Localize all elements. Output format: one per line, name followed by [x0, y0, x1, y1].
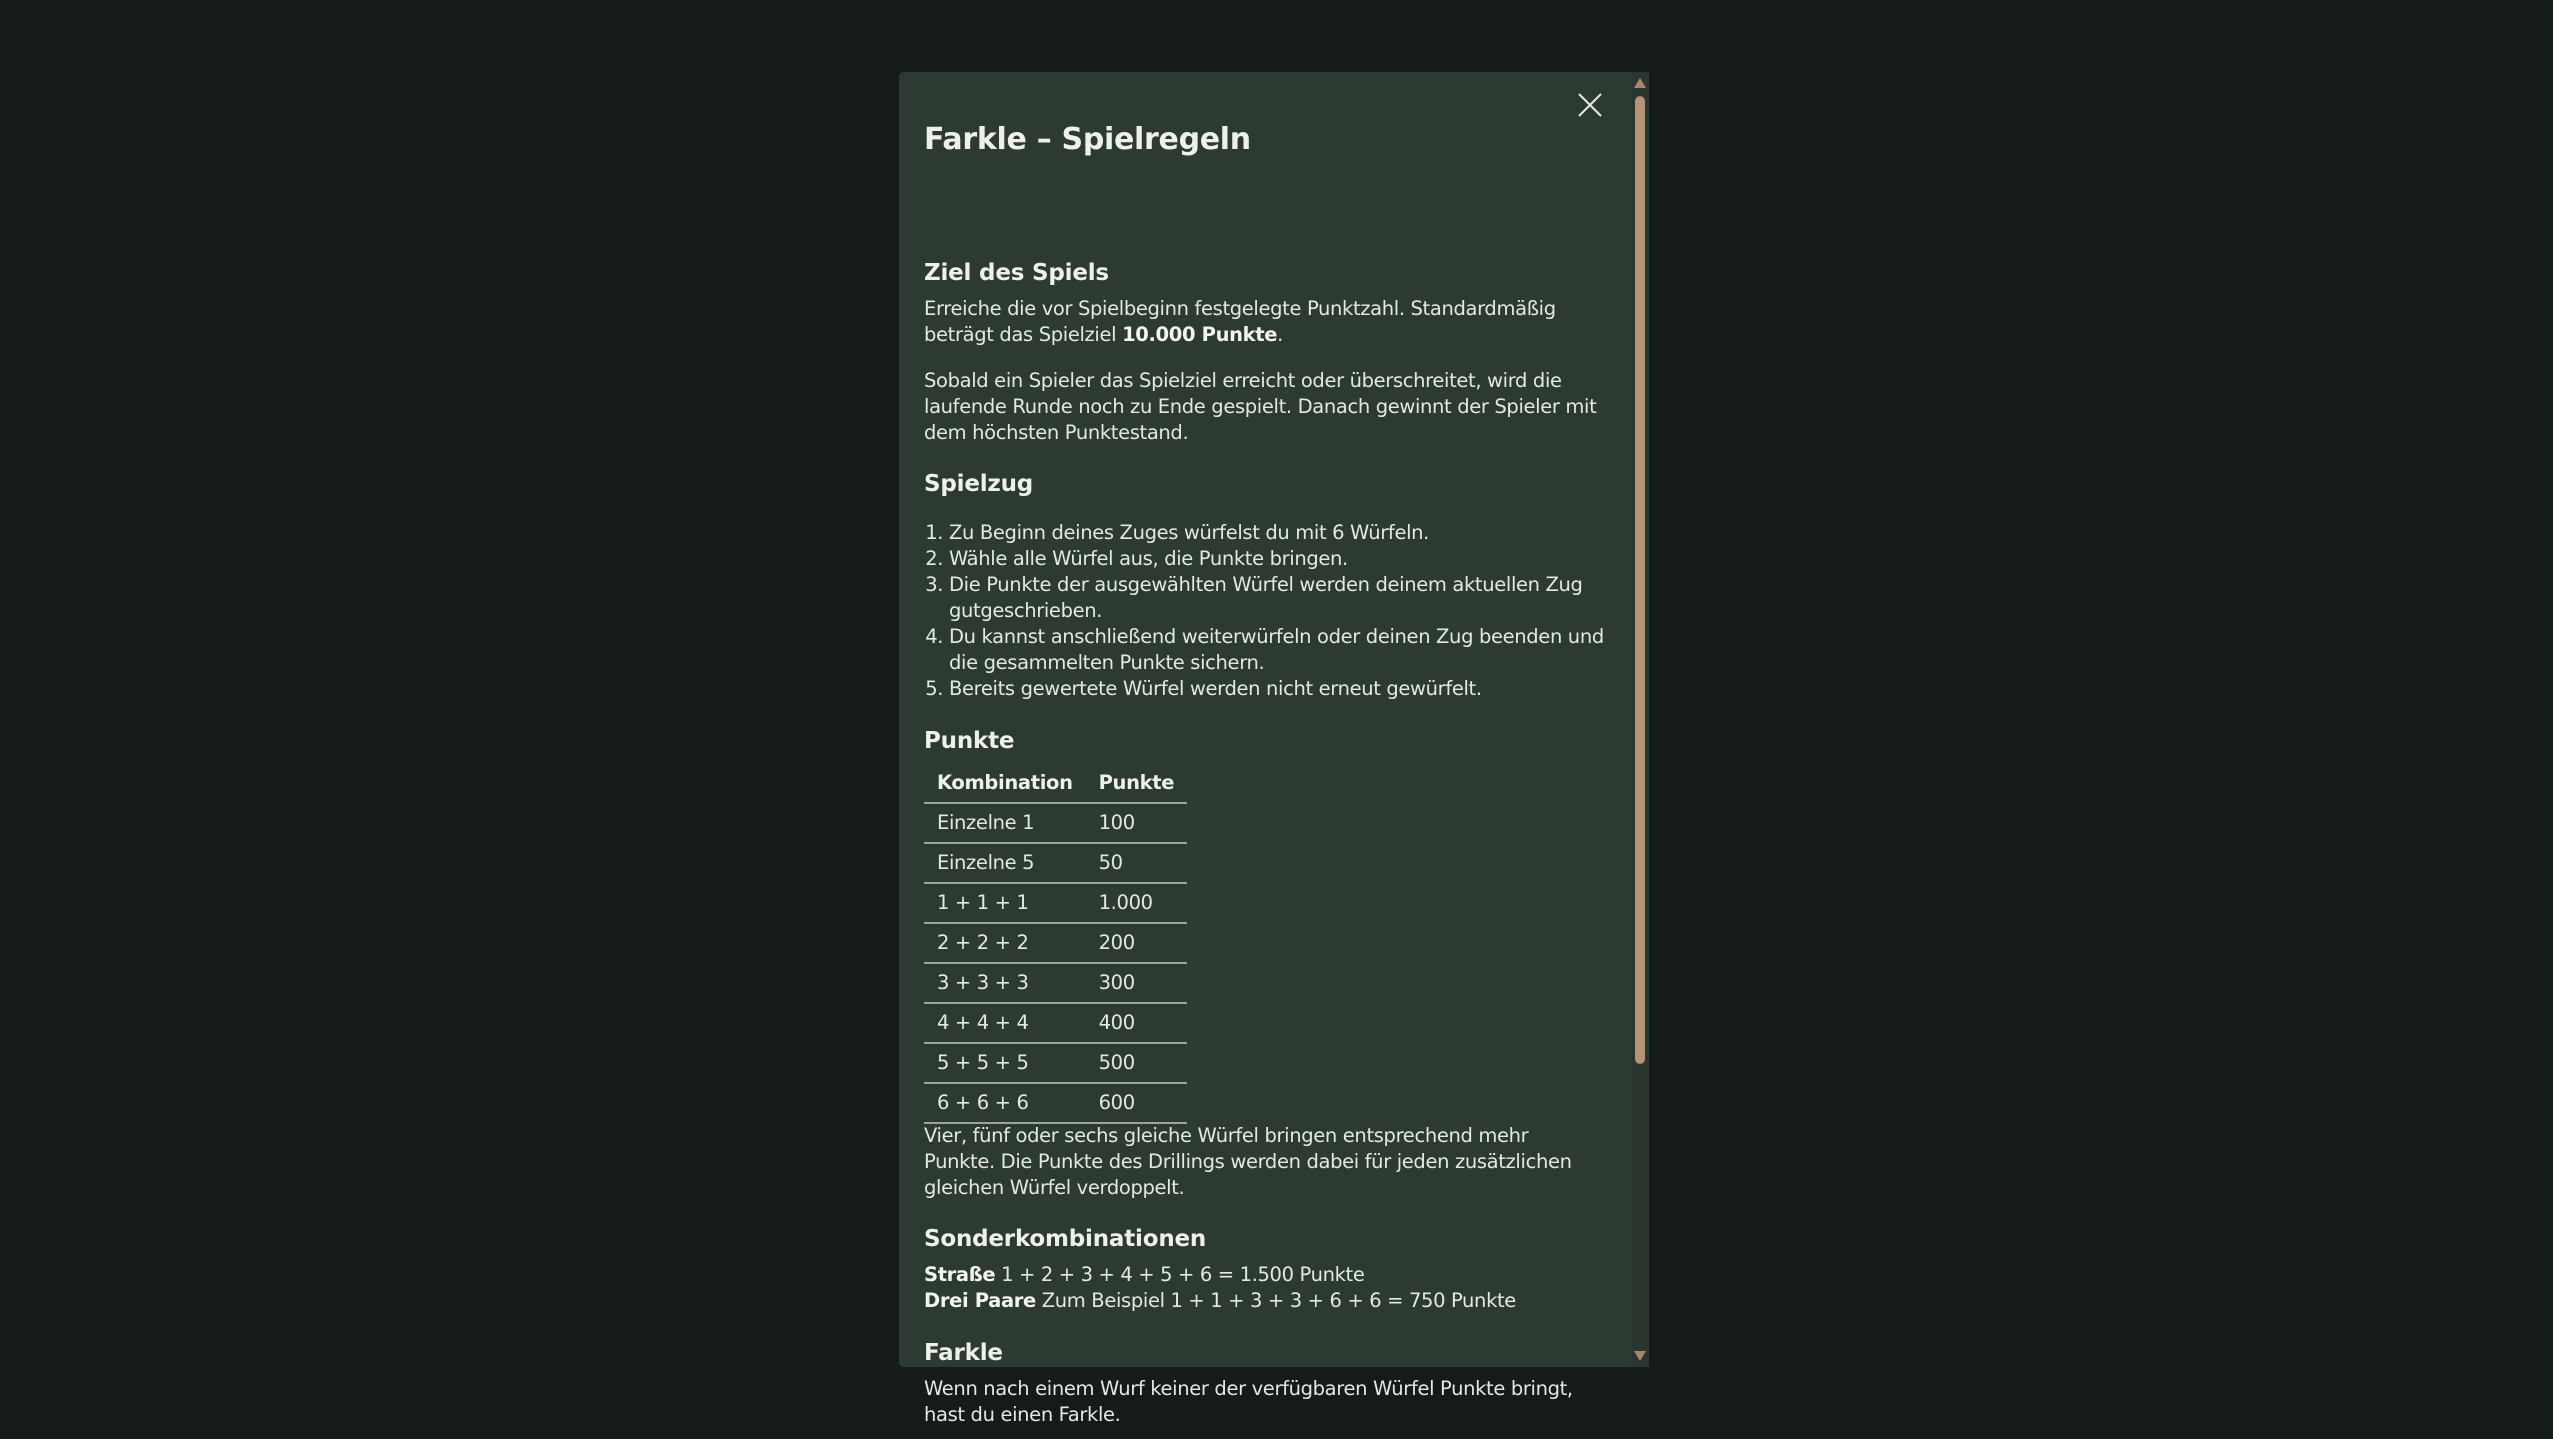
combination-cell: 3 + 3 + 3: [924, 963, 1086, 1003]
goal-text: Erreiche die vor Spielbeginn festgelegte Punktzahl. Standardmäßig beträgt das Spielziel: [924, 297, 1556, 346]
combination-cell: 4 + 4 + 4: [924, 1003, 1086, 1043]
turn-heading: Spielzug: [924, 471, 1034, 497]
street-text: 1 + 2 + 3 + 4 + 5 + 6 = 1.500 Punkte: [995, 1263, 1365, 1286]
farkle-heading: Farkle: [924, 1340, 1003, 1366]
close-button[interactable]: [1575, 90, 1605, 120]
pairs-text: Zum Beispiel 1 + 1 + 3 + 3 + 6 + 6 = 750 Punkte: [1035, 1289, 1516, 1312]
turn-step: 5. Bereits gewertete Würfel werden nicht erneut gewürfelt.: [949, 676, 1629, 702]
goal-text-end: .: [1277, 323, 1283, 346]
farkle-text: Wenn nach einem Wurf keiner der verfügbaren Würfel Punkte bringt, hast du einen Farkle.: [924, 1377, 1573, 1426]
table-row: [924, 923, 1187, 963]
table-row: [924, 803, 1187, 843]
combination-cell: 2 + 2 + 2: [924, 923, 1086, 963]
scrollbar[interactable]: [1631, 72, 1649, 1367]
points-table: [924, 764, 1187, 1124]
points-cell: 500: [1086, 1043, 1187, 1083]
combination-cell: 1 + 1 + 1: [924, 883, 1086, 923]
goal-target-points: 10.000 Punkte: [1122, 323, 1278, 346]
turn-step: 3. Die Punkte der ausgewählten Würfel werden deinem aktuellen Zug gutgeschrieben.: [949, 572, 1629, 624]
goal-paragraph-2: Sobald ein Spieler das Spielziel erreicht oder überschreitet, wird die laufende Runde noch zu Ende gespielt. Danach gewinnt der Spieler mit dem höchsten Punktestand.: [924, 369, 1597, 444]
turn-steps-list: [924, 520, 1629, 702]
combination-cell: Einzelne 1: [924, 803, 1086, 843]
table-header-row: [924, 764, 1187, 803]
dialog-title: Farkle – Spielregeln: [924, 122, 1251, 157]
points-cell: 300: [1086, 963, 1187, 1003]
scroll-down-icon[interactable]: [1634, 1351, 1646, 1361]
table-row: [924, 1003, 1187, 1043]
turn-step: 4. Du kannst anschließend weiterwürfeln oder deinen Zug beenden und die gesammelten Punkte sichern.: [949, 624, 1629, 676]
rules-content: [924, 72, 1604, 1426]
turn-step: 1. Zu Beginn deines Zuges würfelst du mit 6 Würfeln.: [949, 520, 1629, 546]
points-heading: Punkte: [924, 728, 1015, 754]
points-cell: 400: [1086, 1003, 1187, 1043]
points-cell: 200: [1086, 923, 1187, 963]
points-cell: 600: [1086, 1083, 1187, 1123]
column-header: Kombination: [937, 771, 1073, 794]
special-pairs: [924, 1288, 1604, 1314]
scrollbar-thumb[interactable]: [1635, 96, 1645, 1064]
combination-cell: 6 + 6 + 6: [924, 1083, 1086, 1123]
table-row: [924, 1083, 1187, 1123]
goal-heading: Ziel des Spiels: [924, 260, 1109, 286]
scroll-up-icon[interactable]: [1634, 78, 1646, 88]
combination-cell: 5 + 5 + 5: [924, 1043, 1086, 1083]
points-cell: 1.000: [1086, 883, 1187, 923]
special-heading: Sonderkombinationen: [924, 1226, 1207, 1252]
goal-paragraph-1: [924, 296, 1604, 348]
turn-step: 2. Wähle alle Würfel aus, die Punkte bringen.: [949, 546, 1629, 572]
street-label: Straße: [924, 1263, 996, 1286]
rules-dialog: [899, 72, 1649, 1426]
points-cell: 100: [1086, 803, 1187, 843]
table-row: [924, 883, 1187, 923]
table-row: [924, 843, 1187, 883]
special-street: [924, 1262, 1604, 1288]
close-icon: [1575, 90, 1605, 120]
combination-cell: Einzelne 5: [924, 843, 1086, 883]
column-header: Punkte: [1098, 771, 1175, 794]
points-cell: 50: [1086, 843, 1187, 883]
pairs-label: Drei Paare: [924, 1289, 1036, 1312]
points-note: Vier, fünf oder sechs gleiche Würfel bringen entsprechend mehr Punkte. Die Punkte des Drillings werden dabei für jeden zusätzlichen gleichen Würfel verdoppelt.: [924, 1124, 1572, 1199]
table-row: [924, 1043, 1187, 1083]
table-row: [924, 963, 1187, 1003]
